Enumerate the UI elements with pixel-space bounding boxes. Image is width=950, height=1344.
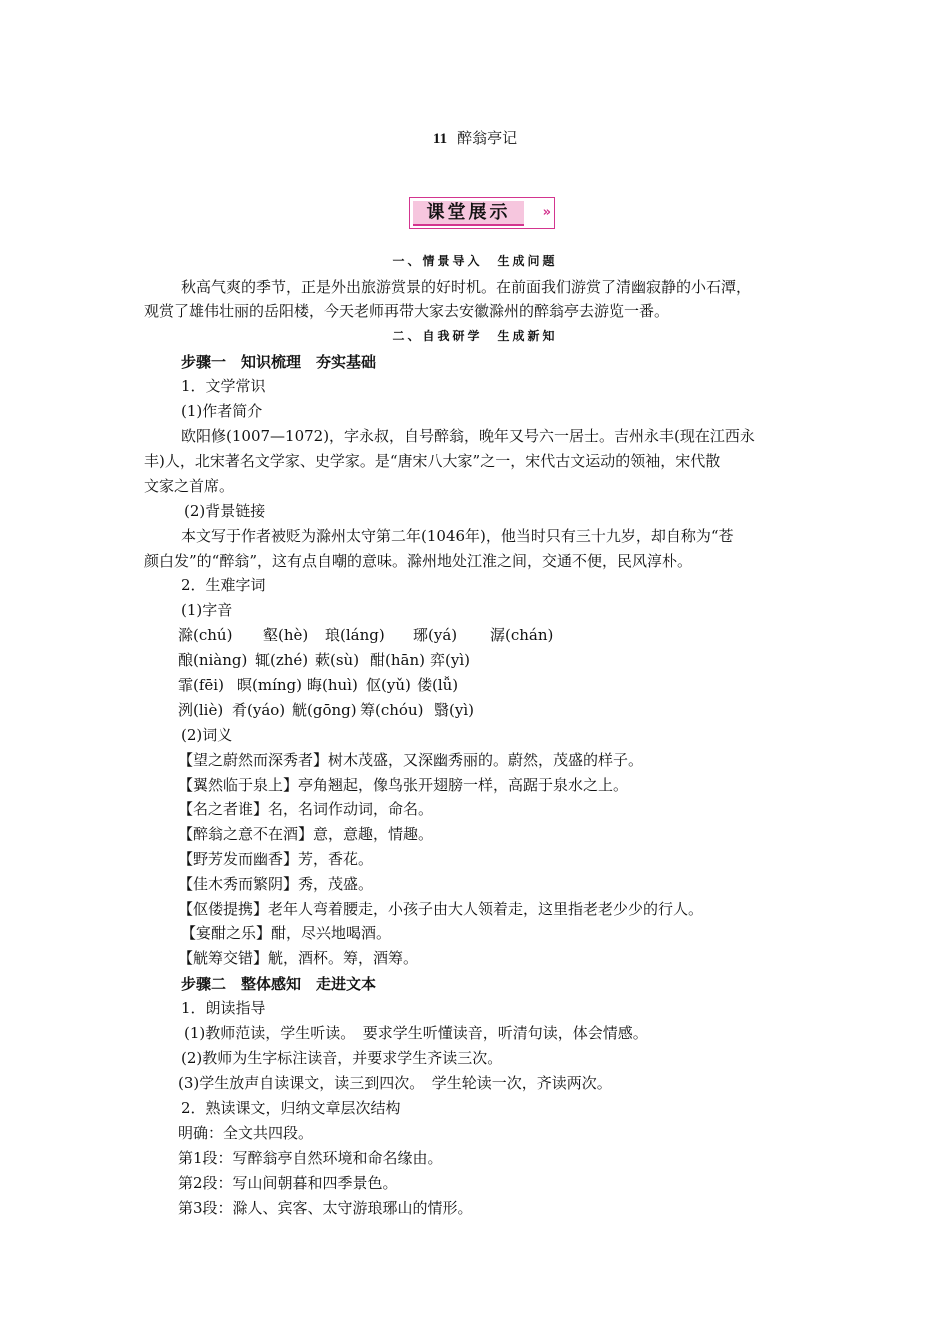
reading-line: (3)学生放声自读课文，读三到四次。 学生轮读一次，齐读两次。 (178, 1074, 612, 1092)
classroom-banner (409, 197, 555, 229)
intro-line-1: 秋高气爽的季节，正是外出旅游赏景的好时机。在前面我们游赏了清幽寂静的小石潭， (181, 278, 752, 296)
pron-word: 壑(hè) (263, 626, 309, 644)
lesson-number: 11 (432, 131, 448, 147)
pron-word: 酿(niàng) (178, 651, 248, 669)
pron-word: 酣(hān) (370, 651, 425, 669)
double-arrow-icon: » (542, 205, 548, 220)
author-line-1: 欧阳修(1007—1072)，字永叔，自号醉翁，晚年又号六一居士。吉州永丰(现在江西永 (181, 427, 755, 445)
reading-item: 1．朗读指导 (181, 999, 266, 1017)
pron-word: 琅(láng) (325, 626, 385, 644)
meaning-line: 【伛偻提携】老年人弯着腰走，小孩子由大人领着走，这里指老老少少的行人。 (178, 900, 704, 918)
vocabulary-item: 2．生难字词 (181, 576, 266, 594)
pron-word: 洌(liè) (178, 701, 224, 719)
reading-line: (1)教师范读，学生听读。 要求学生听懂读音，听清句读，体会情感。 (184, 1024, 648, 1042)
meaning-line: 【望之蔚然而深秀者】树木茂盛，又深幽秀丽的。蔚然，茂盛的样子。 (178, 751, 644, 769)
pron-word: 辄(zhé) (255, 651, 309, 669)
step1-heading: 步骤一 知识梳理 夯实基础 (181, 353, 377, 371)
section-heading-2: 二、自我研学 生成新知 (392, 329, 558, 343)
literature-item: 1．文学常识 (181, 377, 266, 395)
section-heading-1: 一、情景导入 生成问题 (392, 254, 558, 268)
meaning-line: 【野芳发而幽香】芳，香花。 (178, 850, 374, 868)
author-line-3: 文家之首席。 (144, 477, 235, 495)
background-heading: (2)背景链接 (184, 502, 266, 520)
author-line-2: 丰)人，北宋著名文学家、史学家。是“唐宋八大家”之一，宋代古文运动的领袖，宋代散 (144, 452, 721, 470)
pron-word: 觥(gōng) (292, 701, 357, 719)
author-heading: (1)作者简介 (181, 402, 263, 420)
pron-word: 滁(chú) (178, 626, 233, 644)
meaning-line: 【翼然临于泉上】亭角翘起，像鸟张开翅膀一样，高踞于泉水之上。 (178, 776, 629, 794)
structure-item: 2．熟读课文，归纳文章层次结构 (181, 1099, 401, 1117)
banner-label: 课堂展示 (413, 201, 524, 226)
pron-word: 伛(yǔ) (366, 676, 411, 694)
structure-line: 第3段：滁人、宾客、太守游琅琊山的情形。 (178, 1199, 473, 1217)
lesson-name: 醉翁亭记 (457, 129, 518, 147)
meaning-line: 【名之者谁】名，名词作动词，命名。 (178, 800, 434, 818)
background-line-2: 颜白发”的“醉翁”，这有点自嘲的意味。滁州地处江淮之间，交通不便，民风淳朴。 (144, 552, 693, 570)
pron-word: 弈(yì) (430, 651, 470, 669)
pron-word: 暝(míng) (237, 676, 302, 694)
pronunciation-heading: (1)字音 (181, 601, 233, 619)
meaning-heading: (2)词义 (181, 726, 233, 744)
intro-line-2: 观赏了雄伟壮丽的岳阳楼，今天老师再带大家去安徽滁州的醉翁亭去游览一番。 (144, 302, 670, 320)
pron-word: 筹(chóu) (360, 701, 424, 719)
pron-word: 肴(yáo) (232, 701, 286, 719)
pron-word: 晦(huì) (307, 676, 358, 694)
meaning-line: 【宴酣之乐】酣，尽兴地喝酒。 (181, 924, 392, 942)
structure-line: 第1段：写醉翁亭自然环境和命名缘由。 (178, 1149, 443, 1167)
lesson-title (0, 127, 950, 148)
structure-line: 第2段：写山间朝暮和四季景色。 (178, 1174, 398, 1192)
pron-word: 偻(lǚ) (417, 676, 459, 694)
pron-word: 霏(fēi) (178, 676, 224, 694)
pron-word: 蔌(sù) (315, 651, 360, 669)
background-line-1: 本文写于作者被贬为滁州太守第二年(1046年)，他当时只有三十九岁，却自称为“苍 (181, 527, 734, 545)
meaning-line: 【觥筹交错】觥，酒杯。筹，酒筹。 (178, 949, 419, 967)
meaning-line: 【醉翁之意不在酒】意，意趣，情趣。 (178, 825, 434, 843)
reading-line: (2)教师为生字标注读音，并要求学生齐读三次。 (181, 1049, 503, 1067)
pron-word: 琊(yá) (413, 626, 458, 644)
structure-line: 明确：全文共四段。 (178, 1124, 314, 1142)
step2-heading: 步骤二 整体感知 走进文本 (181, 975, 377, 993)
pron-word: 翳(yì) (434, 701, 474, 719)
pron-word: 潺(chán) (490, 626, 554, 644)
meaning-line: 【佳木秀而繁阴】秀，茂盛。 (178, 875, 374, 893)
